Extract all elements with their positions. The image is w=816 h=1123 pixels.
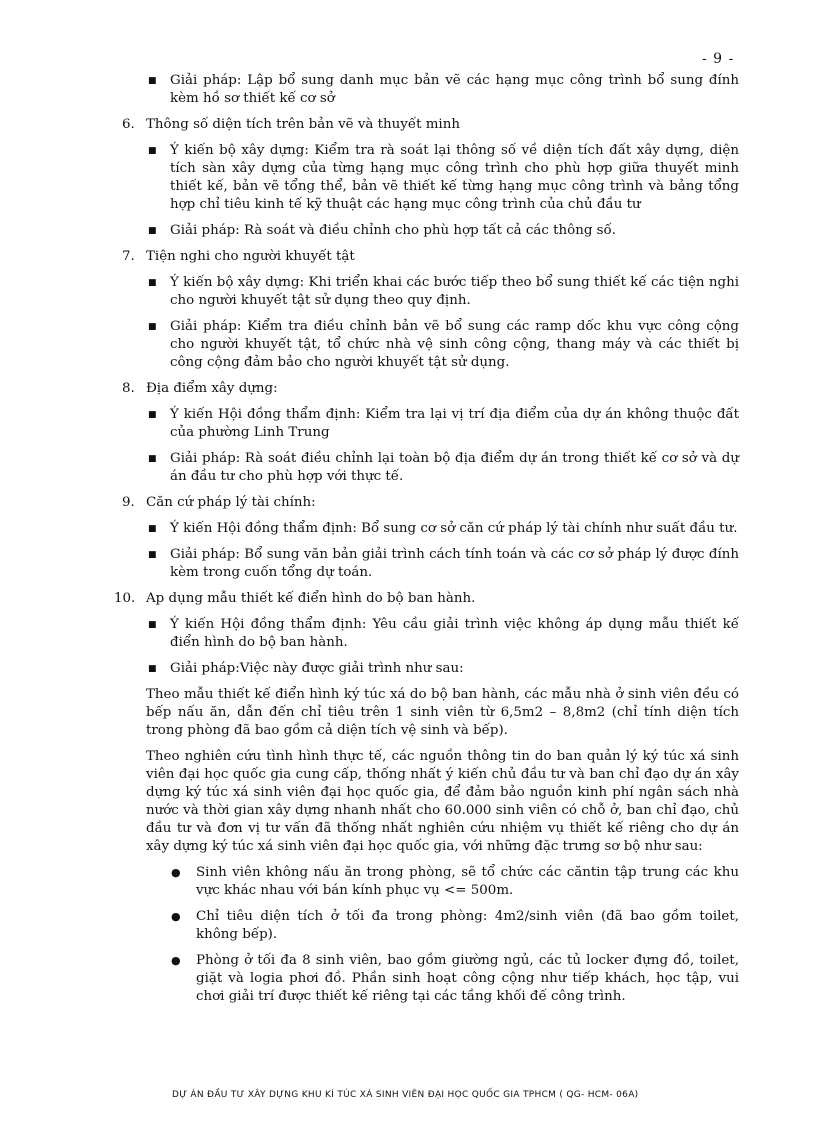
square-bullet-icon: ■ xyxy=(148,76,157,86)
section-7-heading: 7. Tiện nghi cho người khuyết tật xyxy=(122,249,355,264)
feature-item: ● Phòng ở tối đa 8 sinh viên, bao gồm giường ngủ, các tủ locker đựng đồ, toilet, giặt và logia phơi đồ. Phần sinh hoạt công cộng như tiếp khách, học tập, vui chơi giải trí được thiết kế riêng tại các tầng khối đế công trình. xyxy=(171,953,739,1004)
section-9-heading: 9. Căn cứ pháp lý tài chính: xyxy=(122,495,316,510)
page-number: - 9 - xyxy=(702,51,735,67)
feature-item: ● Chỉ tiêu diện tích ở tối đa trong phòng: 4m2/sinh viên (đã bao gồm toilet, không bếp). xyxy=(171,909,739,942)
bullet-item xyxy=(122,72,739,108)
round-bullet-icon: ● xyxy=(171,954,181,967)
body-paragraph: Theo nghiên cứu tình hình thực tế, các nguồn thông tin do ban quản lý ký túc xá sinh viên đại học quốc gia cung cấp, thống nhất ý kiến chủ đầu tư và ban chỉ đạo dự án xây dựng ký túc xá sinh viên đại học quốc gia, để đảm bảo nguồn kinh phí ngân sách nhà nước và thời gian xây dựng nhanh nhất cho 60.000 sinh viên có chỗ ở, ban chỉ đạo, chủ đầu tư và đơn vị tư vấn đã thống nhất nghiên cứu nhiệm vụ thiết kế riêng cho dự án xây dựng ký túc xá sinh viên đại học quốc gia, với những đặc trưng sơ bộ như sau: xyxy=(146,749,739,854)
square-bullet-icon: ■ xyxy=(148,524,157,534)
bullet-item: ■ Giải pháp: Kiểm tra điều chỉnh bản vẽ bổ sung các ramp dốc khu vực công cộng cho người khuyết tật, tổ chức nhà vệ sinh công cộng, thang máy và các thiết bị công cộng đảm bảo cho người khuyết tật sử dụng. xyxy=(148,319,739,370)
bullet-text: Giải pháp: Lập bổ sung danh mục bản vẽ các hạng mục công trình bổ sung đính kèm hồ sơ thiết kế cơ sở xyxy=(170,73,739,106)
body-paragraph: Theo mẫu thiết kế điển hình ký túc xá do bộ ban hành, các mẫu nhà ở sinh viên đều có bếp nấu ăn, dẫn đến chỉ tiêu trên 1 sinh viên từ 6,5m2 – 8,8m2 (chỉ tính diện tích trong phòng đã bao gồm cả diện tích vệ sinh và bếp). xyxy=(146,687,739,738)
document-body xyxy=(114,72,739,1014)
page-footer: DỰ ÁN ĐẦU TƯ XÂY DỰNG KHU KÍ TÚC XÁ SINH VIÊN ĐẠI HỌC QUỐC GIA TPHCM ( QG- HCM- 06A) xyxy=(172,1090,639,1100)
bullet-item: ■ Giải pháp: Bổ sung văn bản giải trình cách tính toán và các cơ sở pháp lý được đính kèm trong cuốn tổng dự toán. xyxy=(148,547,739,580)
section-6-heading: 6. Thông số diện tích trên bản vẽ và thuyết minh xyxy=(122,117,460,132)
square-bullet-icon: ■ xyxy=(148,620,157,630)
bullet-item: ■ Ý kiến bộ xây dựng: Khi triển khai các bước tiếp theo bổ sung thiết kế các tiện nghi cho người khuyết tật sử dụng theo quy định. xyxy=(148,275,739,308)
round-bullet-icon: ● xyxy=(171,910,181,923)
section-10-heading: 10. Ap dụng mẫu thiết kế điển hình do bộ ban hành. xyxy=(114,591,476,606)
square-bullet-icon: ■ xyxy=(148,278,157,288)
square-bullet-icon: ■ xyxy=(148,146,157,156)
bullet-item: ■ Giải pháp: Rà soát điều chỉnh lại toàn bộ địa điểm dự án trong thiết kế cơ sở và dự án đầu tư cho phù hợp với thực tế. xyxy=(148,451,739,484)
round-bullet-icon: ● xyxy=(171,866,181,879)
square-bullet-icon: ■ xyxy=(148,550,157,560)
bullet-item: ■ Ý kiến Hội đồng thẩm định: Bổ sung cơ sở căn cứ pháp lý tài chính như suất đầu tư. xyxy=(148,521,738,536)
square-bullet-icon: ■ xyxy=(148,664,157,674)
bullet-item: ■ Ý kiến Hội đồng thẩm định: Kiểm tra lại vị trí địa điểm của dự án không thuộc đất của phường Linh Trung xyxy=(148,407,739,440)
bullet-item: ■ Giải pháp:Việc này được giải trình như sau: xyxy=(148,661,464,676)
bullet-item: ■ Giải pháp: Rà soát và điều chỉnh cho phù hợp tất cả các thông số. xyxy=(148,223,616,238)
bullet-item: ■ Ý kiến Hội đồng thẩm định: Yêu cầu giải trình việc không áp dụng mẫu thiết kế điển hình do bộ ban hành. xyxy=(148,617,739,650)
square-bullet-icon: ■ xyxy=(148,226,157,236)
feature-item: ● Sinh viên không nấu ăn trong phòng, sẽ tổ chức các căntin tập trung các khu vực khác nhau với bán kính phục vụ <= 500m. xyxy=(171,865,739,898)
square-bullet-icon: ■ xyxy=(148,322,157,332)
square-bullet-icon: ■ xyxy=(148,454,157,464)
section-8-heading: 8. Địa điểm xây dựng: xyxy=(122,381,278,396)
square-bullet-icon: ■ xyxy=(148,410,157,420)
bullet-item: ■ Ý kiến bộ xây dựng: Kiểm tra rà soát lại thông số về diện tích đất xây dựng, diện tích sàn xây dựng của từng hạng mục công trình cho phù hợp giữa thuyết minh thiết kế, bản vẽ tổng thể, bản vẽ thiết kế từng hạng mục công trình và bảng tổng hợp chỉ tiêu kinh tế kỹ thuật các hạng mục công trình của chủ đầu tư xyxy=(148,143,739,212)
